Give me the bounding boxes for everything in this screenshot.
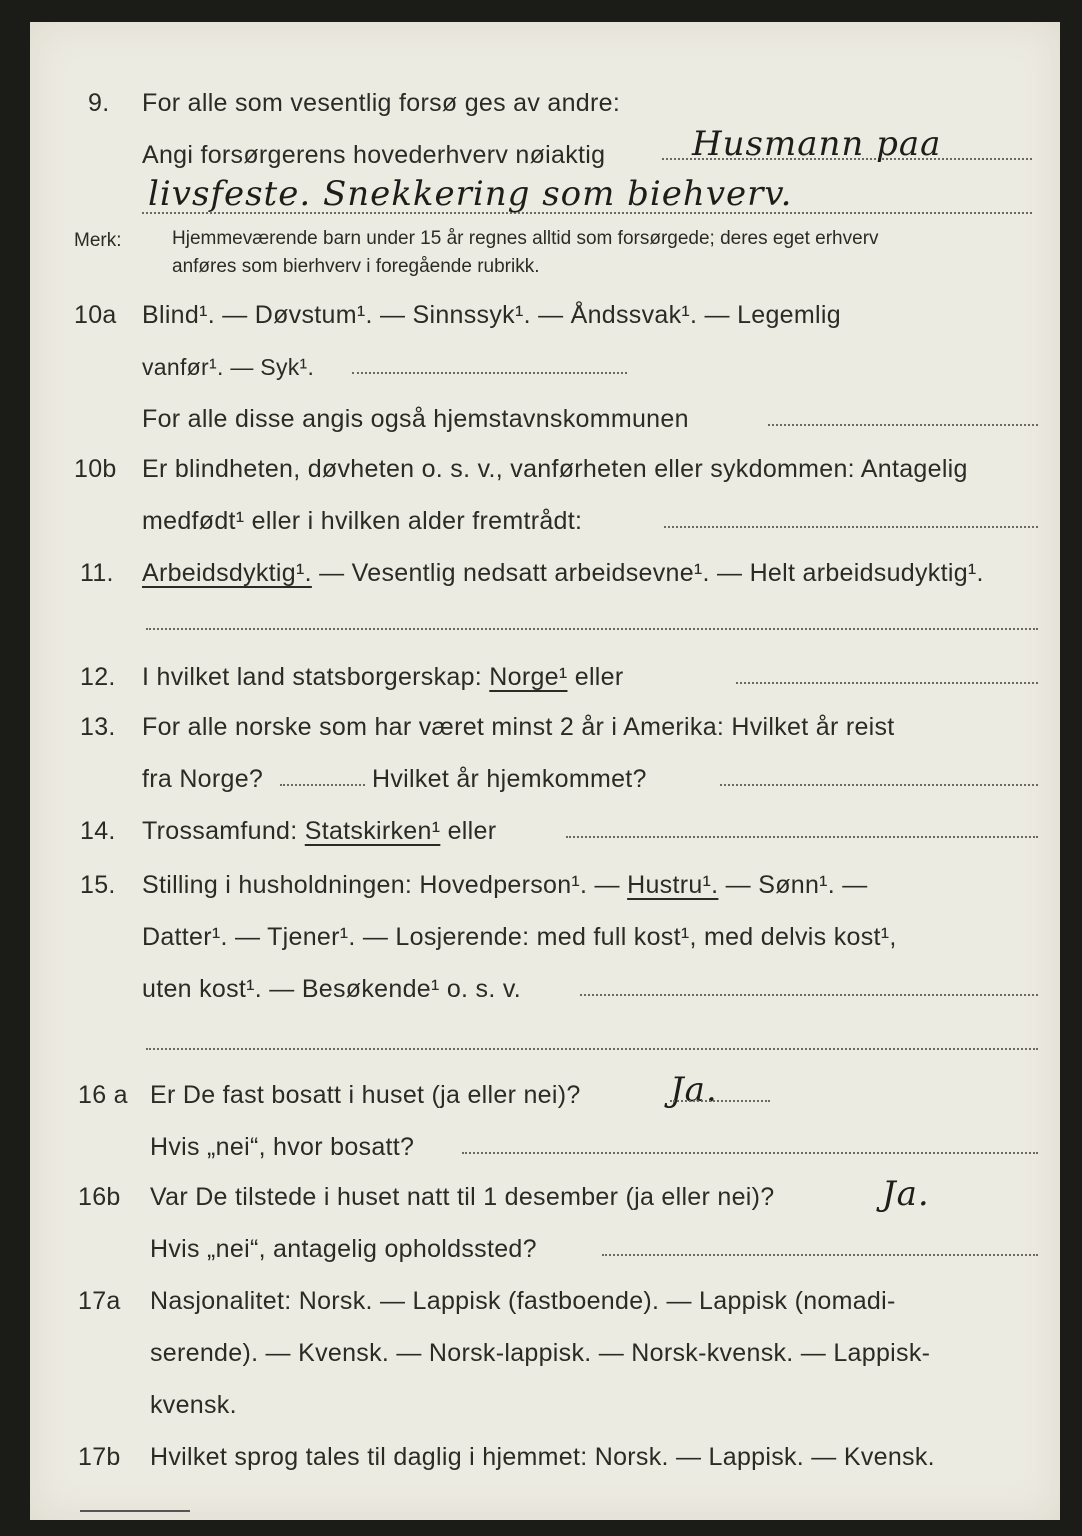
q13-text-2b: Hvilket år hjemkommet? [372,765,647,793]
q14-number: 14. [80,817,116,845]
q14-selected-option: Statskirken¹ [304,817,441,845]
merk-text-1: Hjemmeværende barn under 15 år regnes alltid som forsørgede; deres eget erhverv [172,228,879,249]
footnote-rule [80,1510,190,1512]
q11-selected-option: Arbeidsdyktig¹. [142,559,312,587]
q17a-text-1: Nasjonalitet: Norsk. — Lappisk (fastboende). — Lappisk (nomadi- [150,1287,896,1315]
q10b-text-2: medfødt¹ eller i hvilken alder fremtrådt: [142,507,583,535]
q17a-text-2: serende). — Kvensk. — Norsk-lappisk. — Norsk-kvensk. — Lappisk- [150,1339,931,1367]
q9-handwritten-1: Husmann paa [692,124,942,164]
q16b-handwritten-answer: Ja. [882,1174,930,1214]
q10a-answer-line-1 [352,372,627,374]
q11-number: 11. [80,559,114,587]
q16b-number: 16b [78,1183,121,1211]
q14-text [142,816,496,846]
q16a-text-2: Hvis „nei“, hvor bosatt? [150,1133,415,1161]
q16a-handwritten-answer: Ja. [670,1070,718,1110]
q15-number: 15. [80,871,116,899]
q12-text [142,662,624,692]
q10a-text-2: vanfør¹. — Syk¹. [142,354,315,380]
q9-number: 9. [88,89,110,117]
q10a-answer-line-2 [768,424,1038,426]
q13-answer-line-2 [720,784,1038,786]
q13-number: 13. [80,713,116,741]
q14-pre: Trossamfund: [142,817,305,845]
q13-text-1: For alle norske som har været minst 2 år i Amerika: Hvilket år reist [142,713,895,741]
q16b-text-1: Var De tilstede i huset natt til 1 desember (ja eller nei)? [150,1183,775,1211]
q16b-text-2: Hvis „nei“, antagelig opholdssted? [150,1235,537,1263]
q15-pre: Stilling i husholdningen: Hovedperson¹. — [142,871,628,899]
q17b-text-1: Hvilket sprog tales til daglig i hjemmet: Norsk. — Lappisk. — Kvensk. [150,1443,935,1471]
q14-post: eller [440,817,497,845]
q16b-answer-line [602,1254,1038,1256]
q10a-text-3: For alle disse angis også hjemstavnskommunen [142,405,689,433]
q15-text-2: Datter¹. — Tjener¹. — Losjerende: med full kost¹, med delvis kost¹, [142,923,897,951]
q12-number: 12. [80,663,116,691]
q9-text-2: Angi forsørgerens hovederhverv nøiaktig [142,141,606,169]
q16a-answer-line-1 [670,1100,770,1102]
q13-text-2a: fra Norge? [142,765,264,793]
merk-label: Merk: [74,230,122,251]
q15-text-1 [142,870,868,900]
q17a-text-3: kvensk. [150,1391,237,1419]
q9-handwritten-2: livsfeste. Snekkering som biehverv. [148,174,793,214]
q13-answer-line-1 [280,784,365,786]
q12-answer-line [736,682,1038,684]
q12-pre: I hvilket land statsborgerskap: [142,663,490,691]
q15-text-3: uten kost¹. — Besøkende¹ o. s. v. [142,975,522,1003]
q12-selected-option: Norge¹ [489,663,568,691]
merk-text-2: anføres som bierhverv i foregående rubrikk. [172,256,540,277]
q10a-number: 10a [74,301,117,329]
q16a-number: 16 a [78,1081,128,1109]
q12-post: eller [567,663,624,691]
q10b-number: 10b [74,455,117,483]
q11-rest: — Vesentlig nedsatt arbeidsevne¹. — Helt arbeidsudyktig¹. [311,559,984,587]
census-form-page [30,22,1060,1520]
q17a-number: 17a [78,1287,121,1315]
q11-answer-line [146,628,1038,630]
q9-text-1: For alle som vesentlig forsø ges av andre: [142,89,621,117]
q16a-answer-line-2 [462,1152,1038,1154]
q15-post: — Sønn¹. — [718,871,868,899]
q15-answer-line-1 [580,994,1038,996]
q10b-answer-line [664,526,1038,528]
q10b-text-1: Er blindheten, døvheten o. s. v., vanførheten eller sykdommen: Antagelig [142,455,968,483]
q14-answer-line [566,836,1038,838]
q17b-number: 17b [78,1443,121,1471]
q11-text [142,558,984,588]
q15-answer-line-2 [146,1048,1038,1050]
q15-selected-option: Hustru¹. [627,871,719,899]
q16a-text-1: Er De fast bosatt i huset (ja eller nei)? [150,1081,581,1109]
q10a-text-1: Blind¹. — Døvstum¹. — Sinnssyk¹. — Åndssvak¹. — Legemlig [142,301,841,329]
